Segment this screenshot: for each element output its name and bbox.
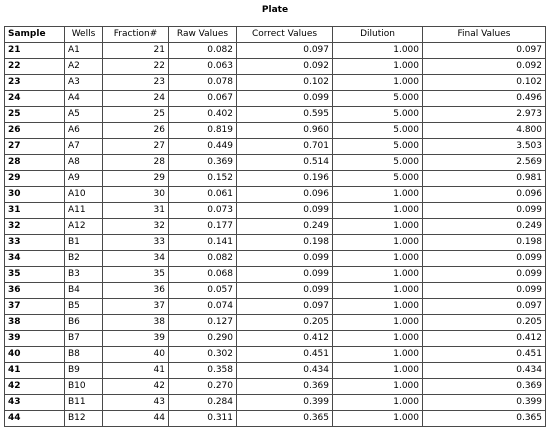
cell-fraction[interactable]: 28 [103,155,169,171]
cell-fraction[interactable]: 40 [103,347,169,363]
cell-sample[interactable]: 34 [5,251,65,267]
cell-dilution[interactable]: 1.000 [333,43,423,59]
header-wells[interactable]: Wells [65,27,103,43]
cell-raw-value[interactable]: 0.402 [169,107,237,123]
cell-final-value[interactable]: 0.198 [423,235,546,251]
cell-sample[interactable]: 25 [5,107,65,123]
cell-dilution[interactable]: 1.000 [333,251,423,267]
cell-correct-value[interactable]: 0.198 [237,235,333,251]
cell-fraction[interactable]: 31 [103,203,169,219]
cell-correct-value[interactable]: 0.099 [237,267,333,283]
cell-final-value[interactable]: 0.451 [423,347,546,363]
cell-well[interactable]: B8 [65,347,103,363]
cell-well[interactable]: A3 [65,75,103,91]
cell-raw-value[interactable]: 0.141 [169,235,237,251]
cell-correct-value[interactable]: 0.514 [237,155,333,171]
cell-sample[interactable]: 44 [5,411,65,427]
cell-raw-value[interactable]: 0.284 [169,395,237,411]
cell-dilution[interactable]: 1.000 [333,379,423,395]
cell-correct-value[interactable]: 0.099 [237,91,333,107]
cell-sample[interactable]: 39 [5,331,65,347]
cell-correct-value[interactable]: 0.097 [237,43,333,59]
cell-well[interactable]: A10 [65,187,103,203]
cell-well[interactable]: A1 [65,43,103,59]
cell-final-value[interactable]: 0.099 [423,267,546,283]
table-row[interactable] [5,43,546,59]
cell-correct-value[interactable]: 0.196 [237,171,333,187]
cell-correct-value[interactable]: 0.595 [237,107,333,123]
cell-final-value[interactable]: 0.099 [423,251,546,267]
cell-fraction[interactable]: 27 [103,139,169,155]
cell-final-value[interactable]: 0.097 [423,43,546,59]
cell-sample[interactable]: 32 [5,219,65,235]
header-raw-values[interactable]: Raw Values [169,27,237,43]
cell-sample[interactable]: 43 [5,395,65,411]
cell-sample[interactable]: 23 [5,75,65,91]
cell-sample[interactable]: 27 [5,139,65,155]
cell-raw-value[interactable]: 0.074 [169,299,237,315]
cell-final-value[interactable]: 0.412 [423,331,546,347]
cell-fraction[interactable]: 44 [103,411,169,427]
cell-sample[interactable]: 31 [5,203,65,219]
cell-sample[interactable]: 35 [5,267,65,283]
table-row[interactable] [5,379,546,395]
cell-final-value[interactable]: 0.099 [423,283,546,299]
cell-correct-value[interactable]: 0.451 [237,347,333,363]
cell-sample[interactable]: 41 [5,363,65,379]
cell-dilution[interactable]: 5.000 [333,171,423,187]
cell-correct-value[interactable]: 0.097 [237,299,333,315]
table-row[interactable] [5,395,546,411]
cell-well[interactable]: A6 [65,123,103,139]
table-row[interactable] [5,123,546,139]
cell-fraction[interactable]: 24 [103,91,169,107]
cell-well[interactable]: A12 [65,219,103,235]
cell-dilution[interactable]: 1.000 [333,363,423,379]
cell-well[interactable]: B11 [65,395,103,411]
cell-well[interactable]: B10 [65,379,103,395]
cell-correct-value[interactable]: 0.960 [237,123,333,139]
cell-raw-value[interactable]: 0.061 [169,187,237,203]
cell-correct-value[interactable]: 0.099 [237,251,333,267]
table-row[interactable] [5,171,546,187]
table-row[interactable] [5,107,546,123]
cell-sample[interactable]: 21 [5,43,65,59]
table-row[interactable] [5,235,546,251]
cell-final-value[interactable]: 0.365 [423,411,546,427]
cell-dilution[interactable]: 1.000 [333,235,423,251]
cell-well[interactable]: B2 [65,251,103,267]
cell-dilution[interactable]: 1.000 [333,267,423,283]
cell-sample[interactable]: 40 [5,347,65,363]
cell-correct-value[interactable]: 0.249 [237,219,333,235]
cell-well[interactable]: A5 [65,107,103,123]
cell-fraction[interactable]: 36 [103,283,169,299]
cell-fraction[interactable]: 30 [103,187,169,203]
cell-final-value[interactable]: 0.496 [423,91,546,107]
table-row[interactable] [5,155,546,171]
cell-final-value[interactable]: 4.800 [423,123,546,139]
cell-final-value[interactable]: 0.249 [423,219,546,235]
cell-well[interactable]: B12 [65,411,103,427]
cell-fraction[interactable]: 29 [103,171,169,187]
cell-raw-value[interactable]: 0.369 [169,155,237,171]
cell-correct-value[interactable]: 0.365 [237,411,333,427]
cell-final-value[interactable]: 0.096 [423,187,546,203]
cell-raw-value[interactable]: 0.063 [169,59,237,75]
cell-raw-value[interactable]: 0.302 [169,347,237,363]
cell-sample[interactable]: 30 [5,187,65,203]
cell-correct-value[interactable]: 0.399 [237,395,333,411]
cell-dilution[interactable]: 1.000 [333,331,423,347]
table-row[interactable] [5,363,546,379]
cell-fraction[interactable]: 43 [103,395,169,411]
cell-fraction[interactable]: 32 [103,219,169,235]
cell-fraction[interactable]: 34 [103,251,169,267]
table-row[interactable] [5,187,546,203]
cell-fraction[interactable]: 33 [103,235,169,251]
cell-raw-value[interactable]: 0.067 [169,91,237,107]
cell-dilution[interactable]: 5.000 [333,91,423,107]
table-row[interactable] [5,59,546,75]
cell-well[interactable]: B1 [65,235,103,251]
cell-dilution[interactable]: 5.000 [333,107,423,123]
table-row[interactable] [5,91,546,107]
cell-correct-value[interactable]: 0.099 [237,203,333,219]
cell-fraction[interactable]: 38 [103,315,169,331]
cell-correct-value[interactable]: 0.369 [237,379,333,395]
cell-well[interactable]: A8 [65,155,103,171]
table-body [5,43,546,427]
table-row[interactable] [5,283,546,299]
plate-title: Plate [261,5,289,15]
cell-sample[interactable]: 28 [5,155,65,171]
cell-fraction[interactable]: 26 [103,123,169,139]
cell-raw-value[interactable]: 0.311 [169,411,237,427]
cell-correct-value[interactable]: 0.092 [237,59,333,75]
cell-fraction[interactable]: 23 [103,75,169,91]
cell-raw-value[interactable]: 0.057 [169,283,237,299]
header-dilution[interactable]: Dilution [333,27,423,43]
table-row[interactable] [5,315,546,331]
cell-final-value[interactable]: 3.503 [423,139,546,155]
cell-final-value[interactable]: 0.399 [423,395,546,411]
cell-raw-value[interactable]: 0.078 [169,75,237,91]
cell-sample[interactable]: 42 [5,379,65,395]
table-row[interactable] [5,75,546,91]
cell-dilution[interactable]: 1.000 [333,219,423,235]
cell-dilution[interactable]: 1.000 [333,395,423,411]
cell-raw-value[interactable]: 0.082 [169,43,237,59]
cell-dilution[interactable]: 1.000 [333,299,423,315]
cell-dilution[interactable]: 5.000 [333,123,423,139]
cell-fraction[interactable]: 25 [103,107,169,123]
header-row [5,27,546,43]
cell-dilution[interactable]: 1.000 [333,283,423,299]
cell-raw-value[interactable]: 0.819 [169,123,237,139]
cell-correct-value[interactable]: 0.205 [237,315,333,331]
cell-final-value[interactable]: 0.102 [423,75,546,91]
cell-sample[interactable]: 38 [5,315,65,331]
cell-dilution[interactable]: 1.000 [333,75,423,91]
cell-dilution[interactable]: 1.000 [333,203,423,219]
cell-sample[interactable]: 26 [5,123,65,139]
cell-sample[interactable]: 36 [5,283,65,299]
cell-raw-value[interactable]: 0.358 [169,363,237,379]
cell-well[interactable]: A7 [65,139,103,155]
cell-dilution[interactable]: 1.000 [333,411,423,427]
cell-dilution[interactable]: 1.000 [333,315,423,331]
table-row[interactable] [5,139,546,155]
cell-final-value[interactable]: 0.981 [423,171,546,187]
cell-fraction[interactable]: 35 [103,267,169,283]
cell-final-value[interactable]: 0.097 [423,299,546,315]
cell-raw-value[interactable]: 0.073 [169,203,237,219]
cell-final-value[interactable]: 0.099 [423,203,546,219]
cell-final-value[interactable]: 0.434 [423,363,546,379]
cell-fraction[interactable]: 22 [103,59,169,75]
cell-final-value[interactable]: 0.369 [423,379,546,395]
cell-sample[interactable]: 24 [5,91,65,107]
cell-raw-value[interactable]: 0.449 [169,139,237,155]
cell-dilution[interactable]: 1.000 [333,187,423,203]
cell-fraction[interactable]: 37 [103,299,169,315]
table-row[interactable] [5,267,546,283]
plate-results-table [4,26,546,427]
cell-correct-value[interactable]: 0.102 [237,75,333,91]
cell-raw-value[interactable]: 0.290 [169,331,237,347]
cell-raw-value[interactable]: 0.270 [169,379,237,395]
cell-dilution[interactable]: 5.000 [333,139,423,155]
table-row[interactable] [5,299,546,315]
cell-dilution[interactable]: 1.000 [333,59,423,75]
cell-sample[interactable]: 22 [5,59,65,75]
table-row[interactable] [5,411,546,427]
cell-well[interactable]: B5 [65,299,103,315]
cell-raw-value[interactable]: 0.127 [169,315,237,331]
table-row[interactable] [5,219,546,235]
header-correct-values[interactable]: Correct Values [237,27,333,43]
cell-sample[interactable]: 37 [5,299,65,315]
cell-correct-value[interactable]: 0.701 [237,139,333,155]
header-fraction[interactable]: Fraction# [103,27,169,43]
cell-correct-value[interactable]: 0.412 [237,331,333,347]
cell-correct-value[interactable]: 0.099 [237,283,333,299]
cell-fraction[interactable]: 21 [103,43,169,59]
cell-well[interactable]: A4 [65,91,103,107]
table-row[interactable] [5,203,546,219]
cell-well[interactable]: B9 [65,363,103,379]
cell-fraction[interactable]: 41 [103,363,169,379]
cell-raw-value[interactable]: 0.177 [169,219,237,235]
cell-final-value[interactable]: 2.569 [423,155,546,171]
cell-fraction[interactable]: 39 [103,331,169,347]
cell-raw-value[interactable]: 0.068 [169,267,237,283]
cell-fraction[interactable]: 42 [103,379,169,395]
cell-well[interactable]: B7 [65,331,103,347]
cell-sample[interactable]: 29 [5,171,65,187]
cell-well[interactable]: B4 [65,283,103,299]
cell-well[interactable]: B6 [65,315,103,331]
table-row[interactable] [5,331,546,347]
cell-final-value[interactable]: 0.205 [423,315,546,331]
cell-raw-value[interactable]: 0.082 [169,251,237,267]
cell-correct-value[interactable]: 0.434 [237,363,333,379]
cell-sample[interactable]: 33 [5,235,65,251]
table-row[interactable] [5,251,546,267]
cell-well[interactable]: A11 [65,203,103,219]
cell-dilution[interactable]: 5.000 [333,155,423,171]
cell-well[interactable]: A2 [65,59,103,75]
header-sample[interactable]: Sample [5,27,65,43]
cell-correct-value[interactable]: 0.096 [237,187,333,203]
cell-dilution[interactable]: 1.000 [333,347,423,363]
cell-well[interactable]: A9 [65,171,103,187]
table-row[interactable] [5,347,546,363]
cell-final-value[interactable]: 2.973 [423,107,546,123]
cell-raw-value[interactable]: 0.152 [169,171,237,187]
cell-well[interactable]: B3 [65,267,103,283]
cell-final-value[interactable]: 0.092 [423,59,546,75]
header-final-values[interactable]: Final Values [423,27,546,43]
